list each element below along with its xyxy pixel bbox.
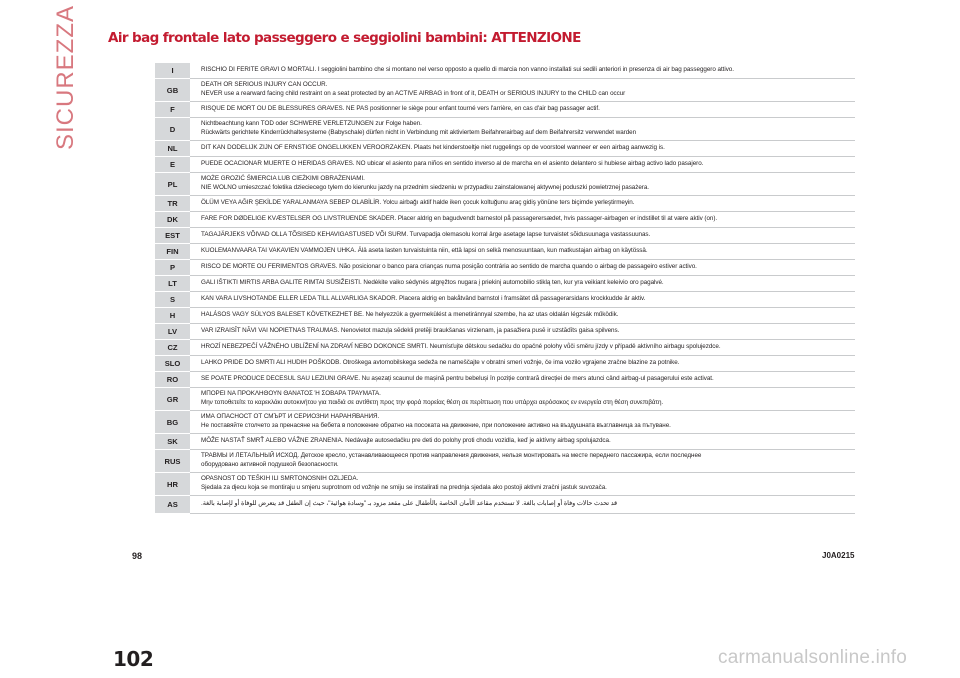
warning-row bbox=[155, 157, 855, 173]
warning-row bbox=[155, 324, 855, 340]
warning-row bbox=[155, 118, 855, 141]
warning-text bbox=[190, 411, 855, 434]
warning-text bbox=[190, 292, 855, 308]
language-code: TR bbox=[155, 196, 190, 212]
warning-text bbox=[190, 79, 855, 102]
warning-caps: RISQUE DE MORT OU DE BLESSURES GRAVES. bbox=[201, 105, 345, 113]
warning-text bbox=[190, 473, 855, 496]
watermark: carmanualsonline.info bbox=[718, 647, 908, 668]
warning-text bbox=[190, 228, 855, 244]
warning-detail: NE PAS positionner le siège pour enfant tourné vers l'arrière, en cas d'air bag passager actif. bbox=[344, 105, 600, 113]
warning-detail: I seggiolini bambino che si montano nel verso opposto a quello di marcia non vanno installati sui sedili anteriori in presenza di air bag passeggero attivo. bbox=[316, 66, 734, 74]
warning-text bbox=[190, 260, 855, 276]
warning-detail: Neumísťujte dětskou sedačku do opačné polohy vůči směru jízdy v případě aktivního airbagu spolujezdce. bbox=[427, 343, 721, 351]
warning-detail: Nu așezați scaunul de mașină pentru bebeluși în poziție contrară direcției de mers atunci când airbag-ul pasagerului este activat. bbox=[360, 375, 714, 383]
warning-caps: DIT KAN DODELIJK ZIJN OF ERNSTIGE ONGELUKKEN VEROORZAKEN. bbox=[201, 144, 413, 152]
page-number: 102 bbox=[113, 647, 154, 671]
warning-text bbox=[190, 63, 855, 79]
warning-caps: OPASNOST OD TEŠKIH ILI SMRTONOSNIH OZLJEDA. bbox=[201, 475, 359, 483]
warning-detail: Otroškega avtomobilskega sedeža ne nameščajte v obratni smeri vožnje, če ima vozilo vgrajene zračne blazine za potnike. bbox=[341, 359, 680, 367]
warning-caps: KUOLEMANVAARA TAI VAKAVIEN VAMMOJEN UHKA. bbox=[201, 247, 357, 255]
warning-row bbox=[155, 196, 855, 212]
warning-row bbox=[155, 356, 855, 372]
language-code: SK bbox=[155, 434, 190, 450]
warning-row bbox=[155, 388, 855, 411]
warning-detail: NO ubicar el asiento para niños en sentido inverso al de marcha en el asiento delantero si hubiese airbag activo lado pasajero. bbox=[354, 160, 704, 168]
warning-text bbox=[190, 141, 855, 157]
warning-detail: NEVER use a rearward facing child restraint on a seat protected by an ACTIVE AIRBAG in front of it, DEATH or SERIOUS INJURY to the CHILD can occur bbox=[201, 90, 626, 97]
warning-text bbox=[190, 196, 855, 212]
warning-caps: ИМА ОПАСНОСТ ОТ СМЪРТ И СЕРИОЗНИ НАРАНЯВАНИЯ. bbox=[201, 413, 380, 421]
warning-caps: GALI IŠTIKTI MIRTIS ARBA GALITE RIMTAI SUSIŽEISTI. bbox=[201, 279, 362, 287]
warning-row bbox=[155, 141, 855, 157]
warning-detail: Nedėkite vaiko sėdynės atgręžtos nugara į priekinį automobilio stiklą ten, kur yra veikiant keleivio oro pagalvė. bbox=[361, 279, 664, 287]
warning-detail: Plaats het kinderstoeltje niet ruggelings op de voorstoel wanneer er een airbag aanwezig is. bbox=[412, 144, 665, 152]
warning-caps: MÔŽE NASTAŤ SMRŤ ALEBO VÁŽNE ZRANENIA. bbox=[201, 437, 344, 445]
warning-detail: NIE WOLNO umieszczać foletika dzieciecego tylem do kierunku jazdy na przednim siedzeniu w przypadku zainstalowanej aktywnej poduszki powietrznej pasażera. bbox=[201, 184, 649, 191]
language-code: CZ bbox=[155, 340, 190, 356]
warning-caps: TAGAJÄRJEKS VÕIVAD OLLA TÕSISED KEHAVIGASTUSED VÕI SURM. bbox=[201, 231, 409, 239]
language-code: SLO bbox=[155, 356, 190, 372]
warning-detail: Nedávajte autosedačku pre deti do polohy proti chodu vozidla, keď je aktívny airbag spolujazdca. bbox=[343, 437, 611, 445]
language-code: NL bbox=[155, 141, 190, 157]
warning-caps: LAHKO PRIDE DO SMRTI ALI HUDIH POŠKODB. bbox=[201, 359, 341, 367]
warning-row bbox=[155, 102, 855, 118]
language-code: LT bbox=[155, 276, 190, 292]
warning-row bbox=[155, 450, 855, 473]
warning-caps: KAN VARA LIVSHOTANDE ELLER LEDA TILL ALLVARLIGA SKADOR. bbox=[201, 295, 398, 303]
language-code: GB bbox=[155, 79, 190, 102]
label-page-ref: 98 bbox=[132, 551, 143, 561]
language-code: D bbox=[155, 118, 190, 141]
warning-caps: قد تحدث حالات وفاة أو إصابات بالغة. bbox=[521, 500, 618, 508]
warning-row bbox=[155, 292, 855, 308]
warning-detail: لا تستخدم مقاعد الأمان الخاصة بالأطفال على مقعد مزود بـ "وسادة هوائية"، حيث إن الطفل قد يتعرض للوفاة أو لإصابة بالغة. bbox=[201, 500, 522, 508]
warning-text bbox=[190, 388, 855, 411]
language-code: E bbox=[155, 157, 190, 173]
warning-text bbox=[190, 496, 855, 514]
warning-detail: Sjedala za djecu koja se montiraju u smjeru suprotnom od vožnje ne smiju se instalirati na prednja sjedala ako postoji aktivni zračni jastuk suvozača. bbox=[201, 484, 607, 491]
warning-caps: MOŻE GROZIĆ ŚMIERCIA LUB CIEŻKIMI OBRAŻENIAMI. bbox=[201, 175, 365, 183]
warning-caps: HALÁSOS VAGY SÚLYOS BALESET KÖVETKEZHET BE. bbox=[201, 311, 364, 319]
warning-detail: Turvapadja olemasolu korral ärge asetage lapse turvaistet sõidusuunaga vastassuunas. bbox=[408, 231, 651, 239]
language-code: LV bbox=[155, 324, 190, 340]
warning-caps: VAR IZRAISĪT NĀVI VAI NOPIETNAS TRAUMAS. bbox=[201, 327, 340, 335]
warning-row bbox=[155, 411, 855, 434]
warning-detail: Não posicionar o banco para crianças numa posição contrária ao sentido de marcha quando o airbag de passageiro estiver activo. bbox=[337, 263, 697, 271]
language-code: F bbox=[155, 102, 190, 118]
warning-row bbox=[155, 434, 855, 450]
warning-row bbox=[155, 496, 855, 514]
warning-table bbox=[155, 63, 855, 548]
section-label: SICUREZZA bbox=[52, 4, 79, 150]
language-code: AS bbox=[155, 496, 190, 514]
warning-text bbox=[190, 434, 855, 450]
warning-row bbox=[155, 473, 855, 496]
language-code: P bbox=[155, 260, 190, 276]
language-code: DK bbox=[155, 212, 190, 228]
warning-row bbox=[155, 212, 855, 228]
warning-caps: SE POATE PRODUCE DECESUL SAU LEZIUNI GRAVE. bbox=[201, 375, 361, 383]
warning-text bbox=[190, 157, 855, 173]
language-code: BG bbox=[155, 411, 190, 434]
language-code: EST bbox=[155, 228, 190, 244]
warning-caps: DEATH OR SERIOUS INJURY CAN OCCUR. bbox=[201, 81, 328, 89]
warning-text bbox=[190, 244, 855, 260]
warning-detail: Μην τοποθετείτε το καρεκλάκι αυτοκινήτου για παιδιά σε αντίθετη προς την φορά πορείας θέση σε περίπτωση που υπάρχει αερόσακος εν ενεργεία στη θέση συνεπιβάτη. bbox=[201, 399, 664, 406]
language-code: HR bbox=[155, 473, 190, 496]
warning-detail: Placera aldrig en bakåtvänd barnstol i framsätet då passagerarsidans krockkudde är aktiv. bbox=[397, 295, 646, 303]
warning-detail: Ne helyezzük a gyermekülést a menetiránnyal szembe, ha az utas oldalán légzsák működik. bbox=[363, 311, 619, 319]
warning-row bbox=[155, 276, 855, 292]
page-heading: Air bag frontale lato passeggero e seggiolini bambini: ATTENZIONE bbox=[108, 30, 581, 46]
warning-text bbox=[190, 450, 855, 473]
warning-row bbox=[155, 79, 855, 102]
warning-text bbox=[190, 102, 855, 118]
language-code: PL bbox=[155, 173, 190, 196]
warning-row bbox=[155, 260, 855, 276]
warning-text bbox=[190, 324, 855, 340]
warning-text bbox=[190, 276, 855, 292]
warning-detail: Детское кресло, устанавливающееся против направления движения, нельзя монтировать на месте переднего пассажира, если последнее bbox=[299, 452, 702, 460]
language-code: S bbox=[155, 292, 190, 308]
language-code: RUS bbox=[155, 450, 190, 473]
warning-text bbox=[190, 356, 855, 372]
warning-caps: ÖLÜM VEYA AĞIR ŞEKİLDE YARALANMAYA SEBEP OLABİLİR. bbox=[201, 199, 382, 207]
warning-caps: PUEDE OCACIONAR MUERTE O HERIDAS GRAVES. bbox=[201, 160, 355, 168]
figure-code: J0A0215 bbox=[822, 551, 855, 560]
warning-caps: HROZÍ NEBEZPEČÍ VÁŽNÉHO UBLÍŽENÍ NA ZDRAVÍ NEBO DOKONCE SMRTI. bbox=[201, 343, 428, 351]
language-code: H bbox=[155, 308, 190, 324]
language-code: I bbox=[155, 63, 190, 79]
warning-text bbox=[190, 212, 855, 228]
warning-row bbox=[155, 228, 855, 244]
warning-detail: Yolcu airbağı aktif halde iken çocuk koltuğunu araç gidiş yönüne ters biçimde yerleştirmeyin. bbox=[381, 199, 635, 207]
language-code: FIN bbox=[155, 244, 190, 260]
warning-row bbox=[155, 244, 855, 260]
warning-text bbox=[190, 173, 855, 196]
warning-caps: ΜΠΟΡΕΙ ΝΑ ΠΡΟΚΛΗΘΟΥΝ ΘΑΝΑΤΟΣ Ή ΣΟΒΑΡΑ ΤΡΑΥΜΑΤΑ. bbox=[201, 390, 381, 398]
warning-caps: RISCO DE MORTE OU FERIMENTOS GRAVES. bbox=[201, 263, 338, 271]
warning-text bbox=[190, 308, 855, 324]
warning-row bbox=[155, 340, 855, 356]
warning-detail: Rückwärts gerichtete Kinderrückhaltesysteme (Babyschale) dürfen nicht in Verbindung mit aktiviertem Beifahrerairbag auf dem Beifahrersitz verwendet warden bbox=[201, 129, 637, 136]
warning-row bbox=[155, 372, 855, 388]
warning-detail: Placer aldrig en bagudvendt barnestol på passagerersædet, hvis passager-airbagen er indstillet til at være aktiv (on). bbox=[396, 215, 718, 223]
language-code: GR bbox=[155, 388, 190, 411]
warning-caps: FARE FOR DØDELIGE KVÆSTELSER OG LIVSTRUENDE SKADER. bbox=[201, 215, 397, 223]
warning-caps: Nichtbeachtung kann TOD oder SCHWERE VERLETZUNGEN zur Folge haben. bbox=[201, 120, 422, 128]
warning-row bbox=[155, 308, 855, 324]
warning-row bbox=[155, 173, 855, 196]
warning-caps: RISCHIO DI FERITE GRAVI O MORTALI. bbox=[201, 66, 317, 74]
warning-detail: Älä aseta lasten turvaistuinta niin, että lapsi on selkä menosuuntaan, kun matkustajan airbag on käytössä. bbox=[356, 247, 648, 255]
warning-text bbox=[190, 118, 855, 141]
language-code: RO bbox=[155, 372, 190, 388]
warning-detail-cont: оборудовано активной подушкой безопасности. bbox=[201, 461, 339, 468]
warning-text bbox=[190, 372, 855, 388]
warning-detail: Nenovietot mazuļa sēdekli pretēji braukšanas virzienam, ja pasažiera pusē ir uzstādīts gaisa spilvens. bbox=[339, 327, 620, 335]
warning-detail: Не поставяйте столчето за пренасяне на бебета в положение обратно на посоката на движение, при положение активно на въздушната възглавница за пътуване. bbox=[201, 422, 671, 429]
warning-row bbox=[155, 63, 855, 79]
warning-text bbox=[190, 340, 855, 356]
warning-caps: ТРАВМЫ И ЛЕТАЛЬНЫЙ ИСХОД. bbox=[201, 452, 300, 460]
